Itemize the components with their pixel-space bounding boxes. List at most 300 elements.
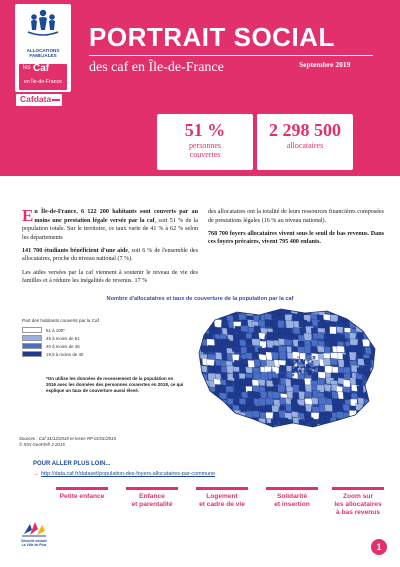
nav-zoom-bas-revenus[interactable] bbox=[326, 487, 390, 517]
commune-cell bbox=[356, 326, 363, 333]
commune-cell bbox=[207, 314, 215, 321]
commune-cell bbox=[272, 378, 279, 386]
commune-cell bbox=[345, 419, 352, 426]
ile-de-france-map[interactable] bbox=[193, 306, 381, 430]
commune-cells bbox=[193, 306, 381, 430]
commune-cell bbox=[254, 359, 261, 366]
commune-cell bbox=[369, 411, 376, 418]
page-title: PORTRAIT SOCIAL bbox=[89, 22, 335, 52]
commune-cell bbox=[291, 359, 293, 361]
text-column-left bbox=[22, 208, 198, 290]
commune-cell bbox=[358, 423, 366, 430]
secu-line-1: Sécurité sociale bbox=[21, 539, 47, 543]
commune-cell bbox=[202, 315, 209, 323]
commune-cell bbox=[279, 352, 286, 360]
commune-cell bbox=[343, 392, 351, 399]
commune-cell bbox=[371, 374, 379, 381]
stat-allocataires-value: 2 298 500 bbox=[269, 120, 341, 140]
commune-cell bbox=[292, 370, 295, 373]
commune-cell bbox=[258, 426, 265, 430]
commune-cell bbox=[292, 426, 299, 430]
commune-cell bbox=[324, 346, 331, 353]
commune-cell bbox=[266, 360, 274, 367]
commune-cell bbox=[221, 307, 228, 315]
commune-cell bbox=[194, 386, 201, 393]
commune-cell bbox=[252, 411, 259, 418]
logo-region: en Île-de-France bbox=[23, 79, 63, 85]
paragraph-resources: des allocataires ont la totalité de leurs ressources financières composées de prestations légales (16 % au niveau national). bbox=[208, 209, 384, 224]
commune-cell bbox=[300, 359, 303, 362]
commune-cell bbox=[201, 385, 208, 393]
commune-cell bbox=[343, 404, 351, 411]
commune-cell bbox=[364, 412, 371, 420]
commune-cell bbox=[267, 332, 274, 340]
commune-cell bbox=[370, 320, 377, 328]
sources bbox=[19, 436, 219, 448]
commune-cell bbox=[364, 419, 372, 426]
nav-bar bbox=[56, 487, 108, 490]
commune-cell bbox=[311, 397, 318, 404]
commune-cell bbox=[325, 365, 333, 373]
logo-caption: ALLOCATIONS FAMILIALES bbox=[26, 48, 60, 59]
legend-label: 51 à 100* bbox=[46, 327, 65, 333]
commune-cell bbox=[312, 361, 313, 362]
commune-cell bbox=[294, 362, 296, 364]
commune-cell bbox=[286, 320, 294, 328]
commune-cell bbox=[378, 371, 381, 379]
commune-cell bbox=[296, 368, 297, 369]
star-cluster-icon bbox=[20, 520, 48, 538]
arrow-right-icon: → bbox=[33, 471, 39, 477]
securite-sociale-text bbox=[16, 539, 52, 547]
commune-cell bbox=[331, 423, 338, 430]
commune-cell bbox=[371, 424, 379, 430]
commune-cell bbox=[344, 307, 352, 314]
commune-cell bbox=[377, 387, 381, 395]
commune-cell bbox=[266, 352, 273, 360]
commune-cell bbox=[357, 386, 364, 394]
logo-caf-block bbox=[19, 64, 67, 90]
legend-swatch bbox=[22, 335, 42, 341]
commune-cell bbox=[195, 328, 203, 335]
commune-cell bbox=[308, 372, 311, 375]
commune-cell bbox=[207, 410, 215, 418]
commune-cell bbox=[337, 346, 345, 353]
commune-cell bbox=[331, 334, 338, 342]
nav-bar bbox=[332, 487, 384, 490]
commune-cell bbox=[313, 356, 316, 359]
commune-cell bbox=[358, 320, 366, 328]
nav-label: les allocataires bbox=[334, 501, 382, 508]
title-divider bbox=[89, 55, 373, 56]
nav-bar bbox=[196, 487, 248, 490]
commune-cell bbox=[241, 326, 249, 333]
commune-cell bbox=[330, 358, 337, 365]
commune-cell bbox=[193, 397, 201, 404]
commune-cell bbox=[370, 398, 378, 406]
commune-cell bbox=[318, 372, 325, 379]
nav-label: Petite enfance bbox=[59, 493, 105, 500]
paragraph-aids: Les aides versées par la caf viennent à soutenir le niveau de vie des familles et à réduire les inégalités de revenus. 17 % bbox=[22, 269, 198, 285]
commune-cell bbox=[371, 406, 378, 414]
commune-cell bbox=[338, 307, 345, 315]
paragraph-students bbox=[22, 247, 198, 264]
intro-bold-2: , 6 122 200 habitants sont couverts par au moins une prestation légale versée par la caf bbox=[34, 209, 198, 224]
commune-cell bbox=[304, 360, 305, 361]
commune-cell bbox=[325, 426, 333, 430]
commune-cell bbox=[317, 378, 324, 385]
commune-cell bbox=[323, 358, 331, 366]
commune-cell bbox=[376, 319, 381, 327]
map-title: Nombre d'allocataires et taux de couverture de la population par la caf bbox=[106, 296, 294, 302]
commune-cell bbox=[239, 340, 246, 347]
nav-label: et insertion bbox=[274, 501, 310, 508]
commune-cell bbox=[207, 397, 214, 404]
commune-cell bbox=[377, 333, 381, 340]
commune-cell bbox=[258, 333, 265, 340]
commune-cell bbox=[313, 367, 315, 369]
commune-cell bbox=[371, 313, 378, 320]
cafdata-label: Cafdata bbox=[20, 94, 52, 104]
dataset-link[interactable]: http://data.caf.fr/dataset/population-des-foyers-allocataires-par-commune bbox=[41, 471, 216, 477]
commune-cell bbox=[356, 404, 363, 411]
commune-cell bbox=[324, 340, 331, 347]
intro-rest: , soit 51 % de la population totale. Sur le territoire, ce taux varie de 41 % à 62 % selon les départements bbox=[22, 217, 199, 241]
commune-cell bbox=[377, 328, 381, 335]
commune-cell bbox=[195, 417, 203, 425]
commune-cell bbox=[194, 380, 201, 387]
legend-row bbox=[22, 326, 182, 334]
commune-cell bbox=[371, 393, 379, 400]
commune-cell bbox=[245, 423, 252, 430]
sources-line-1: Sources : Caf 31/12/2018 et Insee RP 01/01/2015 bbox=[19, 436, 116, 441]
commune-cell bbox=[278, 384, 286, 392]
legend-swatch bbox=[22, 351, 42, 357]
commune-cell bbox=[214, 411, 222, 419]
commune-cell bbox=[317, 332, 324, 339]
nav-label: Enfance bbox=[139, 493, 165, 500]
commune-cell bbox=[292, 374, 294, 376]
commune-cell bbox=[248, 391, 255, 398]
commune-cell bbox=[306, 364, 309, 367]
commune-cell bbox=[371, 418, 378, 426]
family-icon bbox=[26, 8, 60, 36]
commune-cell bbox=[378, 309, 381, 317]
commune-cell bbox=[305, 391, 312, 398]
commune-cell bbox=[365, 306, 372, 313]
text-column-right bbox=[208, 208, 384, 251]
nav-label: Zoom sur bbox=[342, 493, 374, 500]
commune-cell bbox=[345, 425, 353, 430]
stat-coverage bbox=[157, 114, 253, 170]
commune-cell bbox=[291, 404, 299, 412]
commune-cell bbox=[214, 404, 221, 412]
commune-cell bbox=[214, 319, 222, 327]
page-subtitle: des caf en Île-de-France bbox=[89, 60, 224, 75]
commune-cell bbox=[370, 327, 378, 334]
commune-cell bbox=[312, 363, 314, 365]
commune-cell bbox=[233, 419, 240, 426]
sources-line-2: © IGN GeoFla® 2 2015 bbox=[19, 441, 65, 447]
legend-label: 40 à moins de 45 bbox=[46, 343, 80, 349]
commune-cell bbox=[371, 385, 378, 392]
commune-cell bbox=[208, 423, 216, 430]
commune-cell bbox=[194, 352, 202, 359]
commune-cell bbox=[376, 367, 381, 375]
commune-cell bbox=[201, 346, 209, 353]
publication-date: Septembre 2019 bbox=[299, 60, 351, 69]
commune-cell bbox=[202, 412, 209, 419]
cafdata-logo[interactable] bbox=[16, 94, 62, 106]
commune-cell bbox=[377, 399, 381, 406]
legend-label: 19,5 à moins de 40 bbox=[46, 351, 84, 357]
commune-cell bbox=[292, 352, 299, 360]
commune-cell bbox=[284, 339, 292, 346]
commune-cell bbox=[200, 320, 207, 327]
commune-cell bbox=[221, 423, 228, 430]
commune-cell bbox=[208, 307, 215, 314]
securite-sociale-logo bbox=[16, 520, 52, 560]
nav-bar bbox=[126, 487, 178, 490]
commune-cell bbox=[207, 359, 215, 366]
commune-cell bbox=[195, 321, 202, 329]
commune-cell bbox=[272, 392, 280, 399]
commune-cell bbox=[295, 371, 297, 373]
nav-label: Solidarité bbox=[276, 493, 308, 500]
commune-cell bbox=[200, 426, 207, 430]
commune-cell bbox=[338, 359, 345, 367]
commune-cell bbox=[280, 365, 287, 372]
map-legend bbox=[22, 318, 182, 358]
commune-cell bbox=[375, 425, 381, 430]
secu-line-2: La Ville de Plus bbox=[21, 543, 47, 547]
commune-cell bbox=[356, 307, 364, 314]
commune-cell bbox=[336, 386, 343, 393]
commune-cell bbox=[278, 339, 285, 346]
legend-row bbox=[22, 350, 182, 358]
commune-cell bbox=[358, 412, 366, 420]
commune-cell bbox=[297, 357, 298, 358]
commune-cell bbox=[194, 405, 202, 413]
commune-cell bbox=[299, 370, 301, 372]
nav-enfance[interactable] bbox=[122, 487, 182, 509]
cafdata-bar bbox=[52, 99, 60, 101]
commune-cell bbox=[305, 404, 312, 412]
commune-cell bbox=[252, 339, 260, 346]
commune-cell bbox=[209, 419, 217, 426]
commune-cell bbox=[235, 423, 242, 430]
commune-cell bbox=[369, 308, 376, 315]
commune-cell bbox=[376, 380, 381, 387]
commune-cell bbox=[349, 352, 356, 360]
commune-cell bbox=[272, 405, 280, 412]
further-title: POUR ALLER PLUS LOIN... bbox=[33, 461, 111, 467]
commune-cell bbox=[241, 426, 249, 430]
nav-label: Logement bbox=[206, 493, 238, 500]
commune-cell bbox=[310, 424, 317, 430]
commune-cell bbox=[260, 391, 267, 398]
nav-petite-enfance[interactable] bbox=[52, 487, 112, 501]
commune-cell bbox=[240, 332, 247, 339]
commune-cell bbox=[213, 366, 221, 373]
commune-cell bbox=[258, 398, 266, 406]
commune-cell bbox=[239, 314, 246, 321]
commune-cell bbox=[265, 319, 272, 326]
commune-cell bbox=[376, 406, 381, 413]
commune-cell bbox=[365, 425, 372, 430]
commune-cell bbox=[239, 398, 247, 405]
commune-cell bbox=[302, 368, 305, 371]
commune-cell bbox=[208, 345, 215, 352]
commune-cell bbox=[213, 424, 220, 430]
commune-cell bbox=[259, 379, 266, 386]
commune-cell bbox=[305, 372, 307, 374]
commune-cell bbox=[299, 372, 301, 374]
intro-bold: n Île-de-France bbox=[34, 209, 77, 215]
commune-cell bbox=[365, 406, 372, 413]
nav-label: et cadre de vie bbox=[199, 501, 245, 508]
stat-coverage-label-1: personnes bbox=[189, 141, 221, 150]
page-number: 1 bbox=[371, 539, 387, 555]
commune-cell bbox=[206, 405, 213, 413]
commune-cell bbox=[232, 346, 240, 353]
commune-cell bbox=[364, 321, 372, 328]
commune-cell bbox=[312, 372, 313, 373]
nav-solidarite[interactable] bbox=[262, 487, 322, 509]
commune-cell bbox=[200, 418, 207, 426]
nav-label: et parentalité bbox=[131, 501, 173, 508]
commune-cell bbox=[351, 315, 359, 323]
students-rest: , soit 6 % de l'ensemble des allocataires, proche du niveau national (7 %). bbox=[22, 247, 198, 263]
stat-coverage-label-2: couvertes bbox=[189, 150, 221, 159]
logo-les: les bbox=[23, 65, 31, 71]
commune-cell bbox=[356, 313, 364, 321]
commune-cell bbox=[307, 358, 310, 361]
nav-label: à bas revenus bbox=[336, 509, 380, 516]
commune-cell bbox=[226, 425, 234, 430]
commune-cell bbox=[194, 426, 201, 430]
commune-cell bbox=[213, 328, 220, 335]
commune-cell bbox=[376, 411, 381, 418]
commune-cell bbox=[228, 392, 236, 399]
commune-cell bbox=[317, 346, 325, 353]
legend-label: 45 à moins de 51 bbox=[46, 335, 80, 341]
commune-cell bbox=[206, 391, 214, 399]
students-bold: 141 700 étudiants bénéficient d'une aide bbox=[22, 247, 129, 254]
commune-cell bbox=[195, 412, 202, 419]
commune-cell bbox=[378, 418, 381, 426]
commune-cell bbox=[271, 313, 278, 320]
legend-swatch bbox=[22, 343, 42, 349]
commune-cell bbox=[325, 404, 333, 411]
commune-cell bbox=[318, 397, 326, 405]
caf-logo[interactable] bbox=[15, 4, 71, 92]
commune-cell bbox=[299, 419, 307, 427]
commune-cell bbox=[377, 346, 381, 354]
commune-cell bbox=[330, 327, 337, 335]
commune-cell bbox=[370, 334, 377, 342]
stat-allocataires-label: allocataires bbox=[286, 141, 324, 150]
legend-row bbox=[22, 342, 182, 350]
nav-bar bbox=[266, 487, 318, 490]
commune-cell bbox=[350, 417, 357, 425]
commune-cell bbox=[378, 393, 381, 401]
commune-cell bbox=[228, 417, 235, 425]
commune-cell bbox=[324, 334, 331, 341]
commune-cell bbox=[363, 315, 370, 323]
commune-cell bbox=[213, 307, 221, 315]
commune-cell bbox=[252, 307, 259, 314]
map-note: *On utilise les données de recensement de la population en 2016 avec les données des personnes couvertes en 2018, ce qui explique un taux de couverture aussi élevé. bbox=[46, 376, 184, 393]
logo-caf: Caf bbox=[33, 63, 50, 74]
low-income-bold: 768 700 foyers allocataires vivent sous le seuil de bas revenus. Dans ces foyers précaires, vivent 795 400 enfants. bbox=[208, 230, 384, 246]
dropcap: E bbox=[22, 206, 34, 225]
commune-cell bbox=[304, 369, 305, 370]
commune-cell bbox=[351, 307, 358, 314]
commune-cell bbox=[241, 359, 248, 366]
commune-cell bbox=[312, 406, 320, 413]
commune-cell bbox=[364, 358, 372, 365]
commune-cell bbox=[245, 367, 252, 374]
commune-cell bbox=[378, 359, 381, 366]
commune-cell bbox=[222, 321, 229, 328]
stat-coverage-value: 51 % bbox=[184, 120, 226, 140]
commune-cell bbox=[297, 366, 299, 368]
commune-cell bbox=[239, 418, 247, 425]
commune-cell bbox=[200, 391, 207, 398]
commune-cell bbox=[253, 423, 261, 430]
commune-cell bbox=[195, 314, 203, 321]
commune-cell bbox=[219, 418, 226, 426]
commune-cell bbox=[306, 368, 307, 369]
nav-logement[interactable] bbox=[192, 487, 252, 509]
commune-cell bbox=[202, 397, 209, 404]
commune-cell bbox=[377, 353, 381, 360]
commune-cell bbox=[298, 391, 305, 399]
commune-cell bbox=[296, 359, 299, 362]
commune-cell bbox=[286, 424, 294, 430]
commune-cell bbox=[337, 326, 344, 333]
commune-cell bbox=[350, 339, 358, 346]
commune-cell bbox=[201, 405, 208, 413]
commune-cell bbox=[377, 314, 381, 322]
commune-cell bbox=[311, 363, 313, 365]
commune-cell bbox=[371, 346, 378, 354]
commune-cell bbox=[278, 320, 285, 328]
legend-row bbox=[22, 334, 182, 342]
commune-cell bbox=[195, 374, 203, 381]
commune-cell bbox=[364, 327, 372, 334]
paragraph-intro bbox=[22, 208, 198, 242]
paragraph-low-income bbox=[208, 230, 384, 247]
commune-cell bbox=[308, 369, 311, 372]
commune-cell bbox=[219, 412, 227, 419]
legend-title: Part des habitants couverts par la Caf bbox=[22, 318, 99, 323]
commune-cell bbox=[377, 339, 381, 346]
commune-cell bbox=[371, 378, 379, 386]
stat-allocataires bbox=[257, 114, 353, 170]
commune-cell bbox=[371, 360, 379, 368]
legend-swatch bbox=[22, 327, 42, 333]
commune-cell bbox=[298, 426, 306, 430]
commune-cell bbox=[265, 398, 273, 406]
commune-cell bbox=[271, 352, 278, 360]
commune-cell bbox=[201, 307, 209, 315]
commune-cell bbox=[337, 424, 344, 430]
commune-cell bbox=[196, 393, 204, 401]
commune-cell bbox=[214, 419, 222, 427]
commune-cell bbox=[324, 384, 331, 392]
